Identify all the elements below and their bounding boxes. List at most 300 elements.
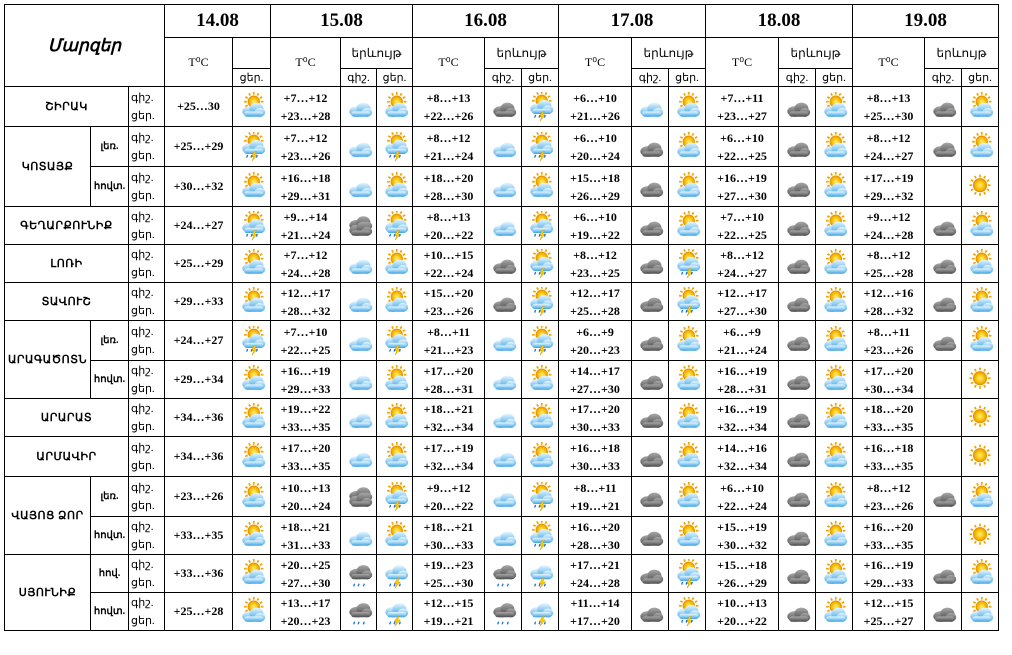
temperature-range [853, 127, 925, 167]
moon-dark-cloud-icon [928, 287, 958, 317]
weather-cell [816, 437, 853, 477]
weather-cell [341, 87, 377, 127]
sun-cloud-icon [380, 521, 410, 551]
temperature-day: +23…+26 [423, 303, 474, 318]
weather-cell [233, 167, 271, 207]
weather-cell [485, 245, 522, 283]
weather-cell [522, 361, 559, 399]
weather-cell [233, 361, 271, 399]
weather-cell [341, 127, 377, 167]
temperature-night: +17…+21 [570, 557, 620, 572]
moon-cloud-icon [344, 132, 374, 162]
weather-cell [632, 555, 669, 593]
moon-dark-cloud-icon [928, 482, 958, 512]
temperature-range [853, 321, 925, 361]
weather-cell [925, 399, 962, 437]
temperature-range [706, 167, 779, 207]
weather-cell [816, 87, 853, 127]
sun-cloud-icon [965, 132, 995, 162]
moon-dark-cloud-icon [635, 559, 665, 589]
region-row [5, 399, 999, 437]
weather-cell [377, 321, 413, 361]
sun-cloud-icon [380, 365, 410, 395]
weather-cell [341, 399, 377, 437]
temperature-range [706, 207, 779, 245]
weather-cell [522, 245, 559, 283]
day-label: ցեր. [816, 69, 853, 87]
temperature-day: +23…+26 [165, 477, 233, 517]
temperature-day: +29…+31 [280, 188, 331, 203]
region-name: ԳԵՂԱՐՔՈՒՆԻՔ [5, 207, 129, 245]
region-row [5, 517, 999, 555]
subregion-name: հովտ. [91, 517, 129, 555]
temperature-day: +32…+34 [423, 419, 474, 434]
temperature-range [706, 437, 779, 477]
temperature-night: +7…+12 [283, 130, 328, 145]
region-row [5, 321, 999, 361]
temperature-day: +33…+35 [165, 517, 233, 555]
temperature-night: +16…+19 [717, 401, 767, 416]
temperature-day: +28…+31 [423, 381, 474, 396]
moon-cloud-icon [488, 326, 518, 356]
temperature-range [559, 87, 632, 127]
moon-dark-cloud-icon [782, 92, 812, 122]
sun-cloud-icon [672, 326, 702, 356]
temperature-night: +12…+16 [863, 285, 914, 300]
moon-icon [928, 403, 958, 433]
weather-cell [341, 555, 377, 593]
region-name: ԼՈՌԻ [5, 245, 129, 283]
temperature-day: +21…+24 [280, 227, 331, 242]
temperature-night: +6…+9 [576, 324, 614, 339]
weather-cell [962, 477, 999, 517]
temperature-range [853, 245, 925, 283]
sun-cloud-icon [819, 172, 849, 202]
temperature-day: +33…+35 [280, 419, 331, 434]
temperature-range [413, 207, 485, 245]
weather-cell [925, 245, 962, 283]
temperature-day: +20…+22 [717, 613, 767, 628]
sun-cloud-icon [672, 403, 702, 433]
weather-cell [522, 207, 559, 245]
weather-cell [925, 321, 962, 361]
sun-cloud-icon [819, 365, 849, 395]
temperature-day: +19…+21 [570, 498, 620, 513]
sun-storm-icon [237, 211, 267, 241]
temp-header: T⁰C [706, 38, 779, 87]
temperature-day: +20…+22 [423, 227, 474, 242]
weather-cell [341, 437, 377, 477]
temperature-day: +34…+36 [165, 399, 233, 437]
weather-cell [925, 361, 962, 399]
temperature-range [271, 87, 341, 127]
temperature-day: +24…+28 [863, 227, 914, 242]
moon-dark-cloud-icon [782, 403, 812, 433]
moon-cloud-icon [488, 442, 518, 472]
time-of-day-labels [129, 245, 165, 283]
region-row [5, 477, 999, 517]
temperature-range [271, 517, 341, 555]
sun-cloud-icon [237, 521, 267, 551]
night-label: գիշ. [131, 210, 154, 223]
weather-cell [779, 167, 816, 207]
moon-icon [928, 365, 958, 395]
moon-dark-cloud-icon [928, 559, 958, 589]
temperature-day: +33…+35 [280, 458, 331, 473]
temperature-range [271, 399, 341, 437]
weather-cell [485, 437, 522, 477]
weather-cell [522, 437, 559, 477]
temperature-day: +25…30 [165, 87, 233, 127]
weather-cell [925, 555, 962, 593]
weather-cell [341, 517, 377, 555]
temperature-range [413, 437, 485, 477]
moon-dark-cloud-icon [782, 559, 812, 589]
temperature-range [853, 555, 925, 593]
time-of-day-labels [129, 593, 165, 631]
sun-cloud-icon [237, 442, 267, 472]
temperature-range [853, 167, 925, 207]
weather-cell [341, 477, 377, 517]
weather-cell [816, 399, 853, 437]
day-label: ցեր. [131, 576, 155, 589]
phenomenon-header: երևույթ [925, 38, 999, 69]
region-name: ԱՐԱԳԱԾՈՏՆ [5, 321, 91, 399]
weather-cell [925, 517, 962, 555]
weather-cell [925, 167, 962, 207]
moon-dark-cloud-icon [782, 482, 812, 512]
temp-header: T⁰C [559, 38, 632, 87]
storm-cloud-icon [525, 559, 555, 589]
weather-cell [377, 167, 413, 207]
weather-cell [485, 517, 522, 555]
temperature-day: +30…+34 [863, 381, 914, 396]
weather-cell [962, 437, 999, 477]
moon-cloud-icon [344, 521, 374, 551]
subregion-name: լեռ. [91, 321, 129, 361]
region-row [5, 361, 999, 399]
temperature-night: +15…+19 [717, 519, 767, 534]
night-label: գիշ. [131, 558, 154, 571]
date-header: 16.08 [413, 5, 559, 38]
temperature-night: +6…+10 [573, 90, 617, 105]
day-label: ցեր. [131, 382, 155, 395]
weather-cell [779, 245, 816, 283]
day-label: ցեր. [233, 69, 271, 87]
weather-cell [779, 321, 816, 361]
sun-storm-icon [672, 287, 702, 317]
moon-icon [928, 442, 958, 472]
temperature-day: +30…+33 [570, 458, 620, 473]
temperature-night: +8…+13 [866, 90, 911, 105]
moon-dark-cloud-icon [782, 287, 812, 317]
weather-cell [377, 477, 413, 517]
weather-cell [522, 517, 559, 555]
temperature-night: +18…+20 [863, 401, 914, 416]
sun-storm-icon [237, 132, 267, 162]
storm-cloud-icon [380, 597, 410, 627]
weather-cell [816, 167, 853, 207]
weather-cell [341, 361, 377, 399]
temperature-day: +17…+20 [570, 613, 620, 628]
weather-cell [341, 593, 377, 631]
sun-storm-icon [525, 211, 555, 241]
weather-cell [779, 361, 816, 399]
temperature-night: +14…+17 [570, 363, 620, 378]
temperature-night: +17…+20 [570, 401, 620, 416]
temperature-range [706, 399, 779, 437]
weather-cell [669, 593, 706, 631]
temperature-range [271, 361, 341, 399]
sun-cloud-icon [672, 132, 702, 162]
temperature-day: +21…+24 [717, 342, 767, 357]
moon-dark-cloud-icon [928, 132, 958, 162]
sun-cloud-icon [380, 92, 410, 122]
weather-cell [779, 127, 816, 167]
weather-cell [632, 361, 669, 399]
temperature-day: +23…+27 [717, 108, 767, 123]
sun-cloud-icon [965, 597, 995, 627]
night-label: գիշ. [925, 69, 962, 87]
temperature-night: +7…+12 [283, 90, 328, 105]
temperature-night: +15…+20 [423, 285, 474, 300]
temperature-range [271, 593, 341, 631]
weather-cell [816, 517, 853, 555]
weather-cell [816, 477, 853, 517]
temperature-range [413, 283, 485, 321]
moon-cloud-icon [344, 92, 374, 122]
sun-icon [965, 365, 995, 395]
temperature-day: +24…+28 [570, 575, 620, 590]
moon-dark-cloud-icon [782, 211, 812, 241]
weather-cell [816, 207, 853, 245]
night-label: գիշ. [131, 91, 154, 104]
weather-cell [962, 399, 999, 437]
weather-cell [522, 477, 559, 517]
weather-cell [233, 399, 271, 437]
day-label: ցեր. [131, 149, 155, 162]
weather-cell [632, 207, 669, 245]
weather-cell [377, 517, 413, 555]
temperature-night: +8…+12 [866, 480, 911, 495]
temperature-day: +27…+30 [717, 303, 767, 318]
moon-dark-cloud-icon [635, 597, 665, 627]
temperature-day: +22…+25 [280, 342, 331, 357]
subregion-name: հով. [91, 555, 129, 593]
day-label: ցեր. [131, 459, 155, 472]
night-label: գիշ. [131, 481, 154, 494]
weather-cell [779, 207, 816, 245]
night-label: գիշ. [131, 402, 154, 415]
moon-cloud-icon [344, 326, 374, 356]
sun-cloud-icon [237, 559, 267, 589]
sun-cloud-icon [819, 211, 849, 241]
weather-cell [669, 321, 706, 361]
temperature-night: +16…+19 [717, 363, 767, 378]
sun-cloud-icon [525, 365, 555, 395]
temperature-range [706, 87, 779, 127]
moon-dark-cloud-icon [635, 287, 665, 317]
weather-cell [233, 517, 271, 555]
weather-cell [233, 321, 271, 361]
subregion-name: հովտ. [91, 167, 129, 207]
moon-dark-cloud-icon [928, 597, 958, 627]
temperature-night: +18…+21 [423, 519, 474, 534]
time-of-day-labels [129, 361, 165, 399]
weather-cell [962, 167, 999, 207]
temperature-night: +18…+21 [280, 519, 331, 534]
moon-dark-cloud-icon [635, 521, 665, 551]
temperature-day: +20…+23 [570, 342, 620, 357]
temperature-night: +8…+11 [866, 324, 910, 339]
moon-dark-cloud-icon [928, 249, 958, 279]
sun-cloud-icon [965, 211, 995, 241]
time-of-day-labels [129, 127, 165, 167]
temperature-night: +7…+12 [283, 247, 328, 262]
weather-cell [522, 399, 559, 437]
weather-cell [669, 283, 706, 321]
temperature-day: +19…+21 [423, 613, 474, 628]
temperature-day: +19…+22 [570, 227, 620, 242]
moon-dark-cloud-icon [782, 132, 812, 162]
temperature-range [413, 593, 485, 631]
temperature-day: +30…+33 [570, 419, 620, 434]
weather-cell [233, 593, 271, 631]
weather-cell [522, 283, 559, 321]
rain-cloud-icon [344, 597, 374, 627]
weather-cell [925, 87, 962, 127]
sun-icon [965, 403, 995, 433]
temperature-night: +9…+14 [283, 209, 328, 224]
temperature-range [413, 87, 485, 127]
moon-cloud-icon [344, 287, 374, 317]
sun-cloud-icon [819, 403, 849, 433]
weather-cell [925, 283, 962, 321]
weather-cell [962, 127, 999, 167]
temperature-day: +25…+28 [165, 593, 233, 631]
sun-storm-icon [380, 482, 410, 512]
temperature-range [413, 517, 485, 555]
temperature-night: +10…+13 [717, 595, 767, 610]
temperature-day: +27…+30 [717, 188, 767, 203]
phenomenon-header: երևույթ [632, 38, 706, 69]
weather-cell [925, 127, 962, 167]
moon-cloud-icon [488, 403, 518, 433]
temperature-range [853, 283, 925, 321]
moon-dark-cloud-icon [782, 172, 812, 202]
sun-storm-icon [672, 249, 702, 279]
temperature-day: +24…+27 [165, 321, 233, 361]
weather-cell [377, 593, 413, 631]
temp-header: T⁰C [413, 38, 485, 87]
weather-cell [485, 321, 522, 361]
temperature-range [413, 555, 485, 593]
cloud-dark-icon [344, 482, 374, 512]
temperature-range [559, 593, 632, 631]
weather-cell [779, 593, 816, 631]
sun-storm-icon [380, 132, 410, 162]
temperature-night: +7…+10 [720, 209, 764, 224]
temperature-night: +9…+12 [866, 209, 911, 224]
moon-dark-cloud-icon [635, 211, 665, 241]
sun-cloud-icon [237, 597, 267, 627]
temperature-night: +19…+22 [280, 401, 331, 416]
day-label: ցեր. [131, 614, 155, 627]
date-header: 15.08 [271, 5, 413, 38]
time-of-day-labels [129, 283, 165, 321]
sun-storm-icon [380, 326, 410, 356]
temperature-range [706, 517, 779, 555]
temperature-day: +25…+30 [423, 575, 474, 590]
temperature-day: +23…+26 [280, 148, 331, 163]
weather-cell [669, 399, 706, 437]
weather-cell [816, 593, 853, 631]
sun-cloud-icon [965, 92, 995, 122]
weather-cell [816, 361, 853, 399]
weather-cell [779, 283, 816, 321]
temperature-night: +16…+20 [570, 519, 620, 534]
temperature-night: +18…+21 [423, 401, 474, 416]
subregion-name: լեռ. [91, 127, 129, 167]
weather-cell [816, 283, 853, 321]
temperature-day: +33…+35 [863, 458, 914, 473]
moon-cloud-icon [488, 172, 518, 202]
temperature-night: +8…+12 [573, 247, 617, 262]
region-name: ՏԱՎՈՒՇ [5, 283, 129, 321]
temperature-night: +10…+15 [423, 247, 474, 262]
temperature-night: +12…+17 [717, 285, 767, 300]
night-label: գիշ. [131, 364, 154, 377]
night-label: գիշ. [131, 520, 154, 533]
region-name: ՎԱՅՈՑ ՁՈՐ [5, 477, 91, 555]
temperature-night: +6…+10 [720, 480, 764, 495]
weather-cell [233, 283, 271, 321]
temperature-range [413, 321, 485, 361]
sun-cloud-icon [819, 287, 849, 317]
temperature-night: +6…+9 [723, 324, 761, 339]
sun-cloud-icon [819, 92, 849, 122]
temperature-range [271, 245, 341, 283]
subregion-name: հովտ. [91, 593, 129, 631]
temperature-range [853, 361, 925, 399]
sun-cloud-icon [237, 365, 267, 395]
day-label: ցեր. [131, 420, 155, 433]
weather-cell [779, 87, 816, 127]
weather-cell [669, 477, 706, 517]
temperature-range [706, 245, 779, 283]
weather-cell [632, 127, 669, 167]
temperature-day: +22…+26 [423, 108, 474, 123]
weather-cell [341, 245, 377, 283]
temperature-night: +16…+19 [280, 363, 331, 378]
day-label: ցեր. [131, 538, 155, 551]
temperature-range [271, 321, 341, 361]
weather-cell [669, 555, 706, 593]
moon-dark-cloud-icon [635, 403, 665, 433]
moon-dark-cloud-icon [928, 92, 958, 122]
sun-cloud-icon [819, 132, 849, 162]
temperature-day: +29…+33 [165, 283, 233, 321]
moon-cloud-icon [488, 482, 518, 512]
time-of-day-labels [129, 321, 165, 361]
temperature-night: +10…+13 [280, 480, 331, 495]
temp-header: T⁰C [853, 38, 925, 87]
forecast-table [4, 4, 999, 631]
time-of-day-labels [129, 167, 165, 207]
temperature-day: +20…+22 [423, 498, 474, 513]
temperature-day: +25…+27 [863, 613, 914, 628]
moon-cloud-icon [488, 521, 518, 551]
